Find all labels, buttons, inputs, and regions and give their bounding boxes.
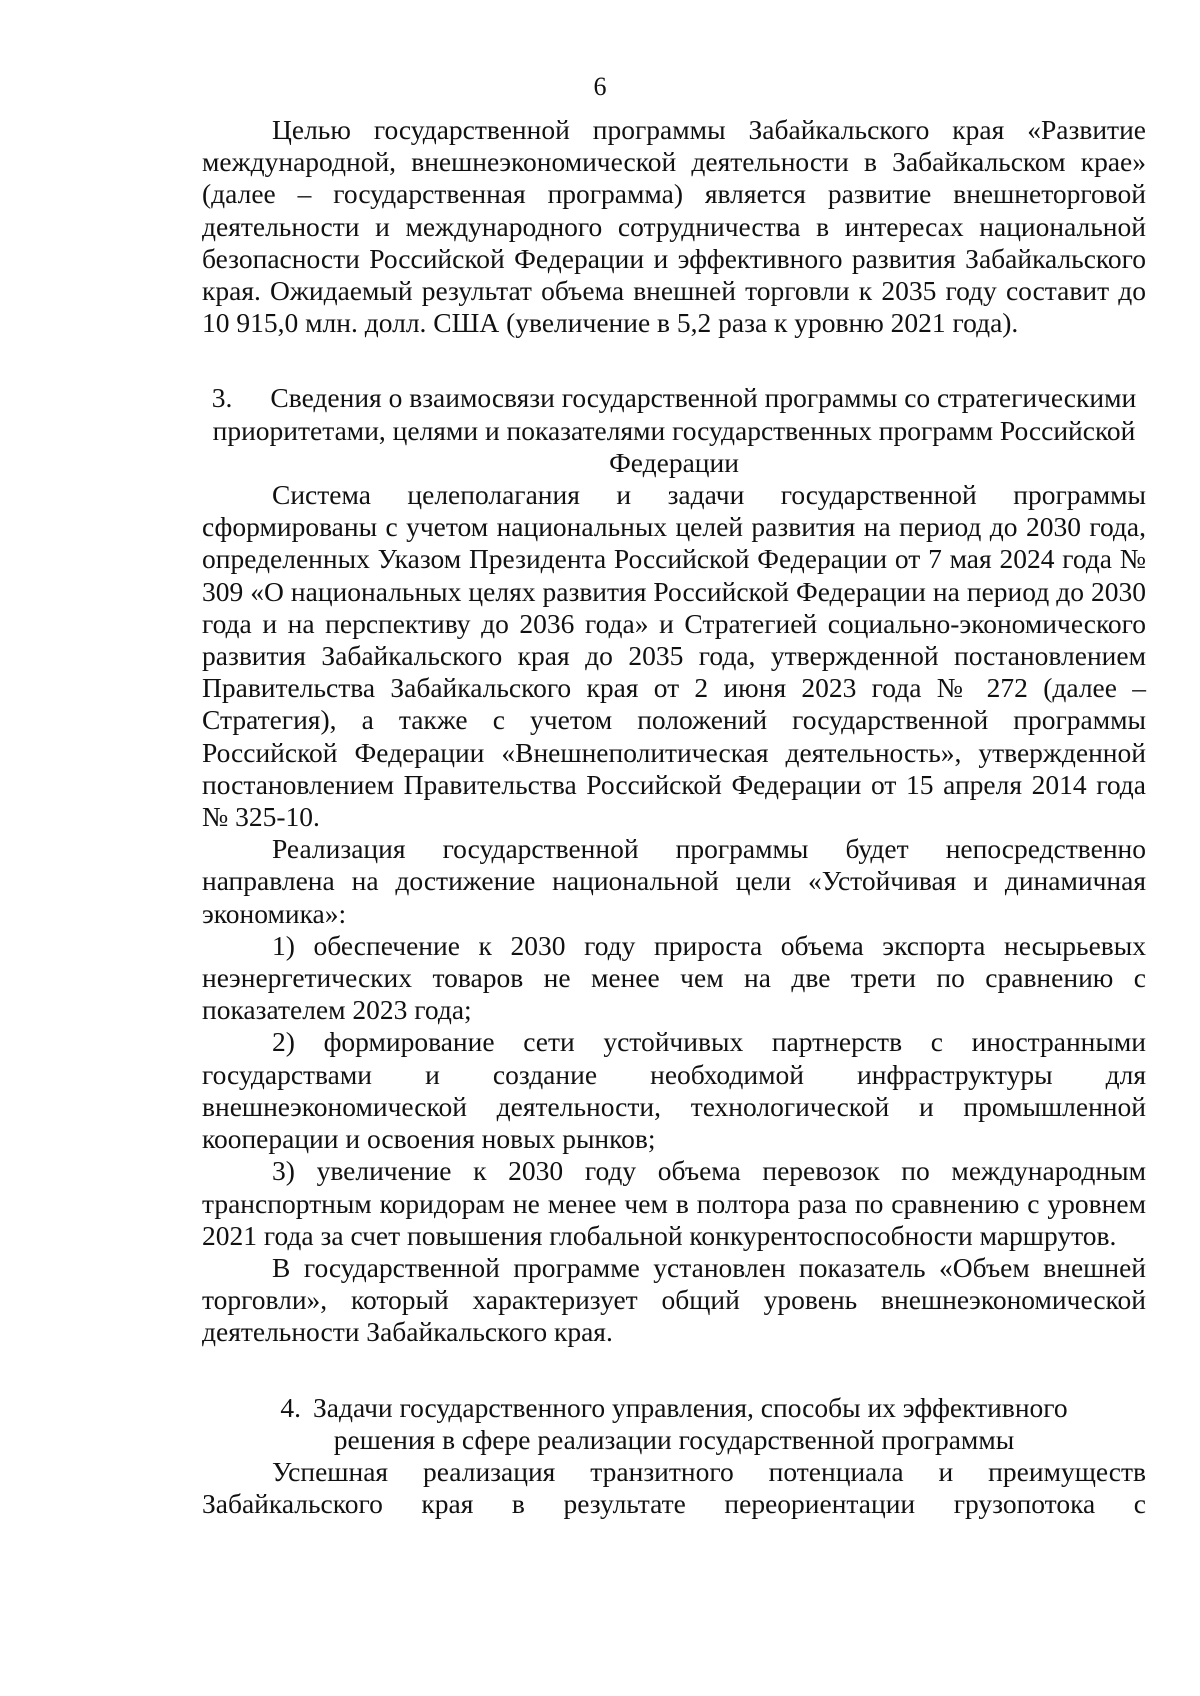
- section-3-list-item: 3) увеличение к 2030 году объема перевозок по международным транспортным коридорам не менее чем в полтора раза по сравнению с уровнем 2021 года за счет повышения глобальной конкурентоспособности маршрутов.: [202, 1155, 1146, 1251]
- section-4-title: Задачи государственного управления, способы их эффективного решения в сфере реализации государственной программы: [312, 1391, 1068, 1455]
- document-body: [202, 114, 1146, 1520]
- section-3-paragraph: Реализация государственной программы будет непосредственно направлена на достижение национальной цели «Устойчивая и динамичная экономика»:: [202, 833, 1146, 929]
- section-3-list-item: 1) обеспечение к 2030 году прироста объема экспорта несырьевых неэнергетических товаров не менее чем на две трети по сравнению с показателем 2023 года;: [202, 929, 1146, 1026]
- section-4-number: 4.: [280, 1391, 301, 1423]
- section-3-title: Сведения о взаимосвязи государственной программы со стратегическими приоритетами, целями и показателями государственных программ Российской Федерации: [212, 382, 1137, 478]
- section-3-paragraph: В государственной программе установлен показатель «Объем внешней торговли», который характеризует общий уровень внешнеэкономической деятельности Забайкальского края.: [202, 1251, 1146, 1348]
- page-number: 6: [593, 72, 607, 101]
- section-3-number: 3.: [211, 382, 233, 414]
- section-4-paragraph: Успешная реализация транзитного потенциала и преимуществ Забайкальского края в результате переориентации грузопотока с: [202, 1455, 1146, 1520]
- section-4-heading: [202, 1392, 1146, 1456]
- section-3-paragraph: Система целеполагания и задачи государственной программы сформированы с учетом национальных целей развития на период до 2030 года, определенных Указом Президента Российской Федерации от 7 мая 2024 года № 309 «О национальных целях развития Российской Федерации на период до 2030 года и на перспективу до 2036 года» и Стратегией социально-экономического развития Забайкальского края до 2035 года, утвержденной постановлением Правительства Забайкальского края от 2 июня 2023 года № 272 (далее – Стратегия), а также с учетом положений государственной программы Российской Федерации «Внешнеполитическая деятельность», утвержденной постановлением Правительства Российской Федерации от 15 апреля 2014 года № 325-10.: [202, 479, 1146, 833]
- section-3-list-item: 2) формирование сети устойчивых партнерств с иностранными государствами и создание необходимой инфраструктуры для внешнеэкономической деятельности, технологической и промышленной кооперации и освоения новых рынков;: [202, 1026, 1146, 1155]
- intro-paragraph: Целью государственной программы Забайкальского края «Развитие международной, внешнеэкономической деятельности в Забайкальском крае» (далее – государственная программа) является развитие внешнеторговой деятельности и международного сотрудничества в интересах национальной безопасности Российской Федерации и эффективного развития Забайкальского края. Ожидаемый результат объема внешней торговли к 2035 году составит до 10 915,0 млн. долл. США (увеличение в 5,2 раза к уровню 2021 года).: [202, 114, 1146, 339]
- section-3-heading: [202, 382, 1146, 479]
